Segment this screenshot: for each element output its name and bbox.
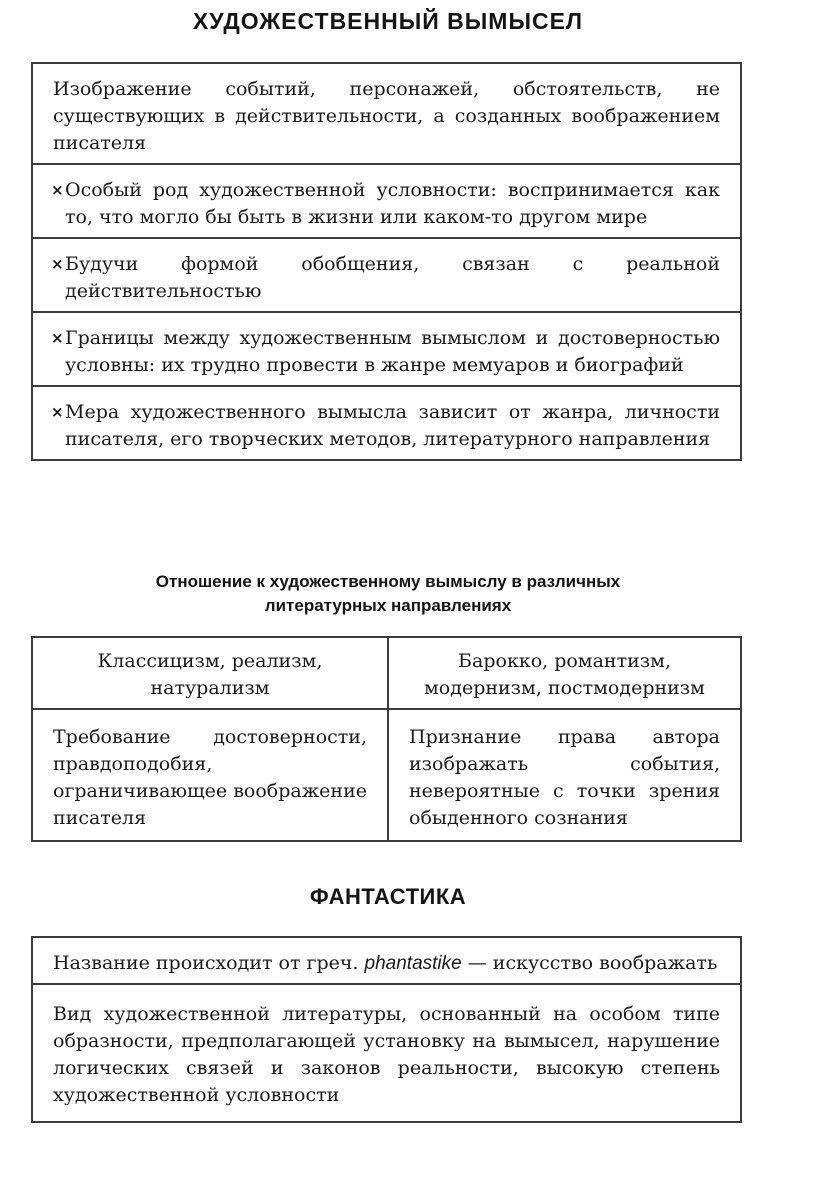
origin-prefix: Название происходит от греч. — [53, 952, 365, 974]
attitude-table — [31, 636, 742, 842]
fiction-bullet-text: Мера художественного вымысла зависит от жанра, личности писателя, его творческих методов, литературного направления — [65, 401, 720, 450]
cross-bullet-icon: × — [51, 329, 64, 347]
fiction-bullet-text: Особый род художественной условности: воспринимается как то, что могло бы быть в жизни или каком-то другом мире — [65, 179, 720, 228]
column-header-line: Барокко, романтизм, — [458, 650, 671, 672]
fiction-bullet-text: Будучи формой обобщения, связан с реальной действительностью — [65, 253, 720, 302]
fiction-box — [31, 62, 742, 461]
origin-suffix: — искусство воображать — [461, 952, 718, 974]
cross-bullet-icon: × — [51, 181, 64, 199]
fiction-bullet-1 — [33, 165, 740, 239]
section-title-attitude — [0, 570, 776, 618]
fiction-bullet-4 — [33, 387, 740, 459]
section-title-fantasy: ФАНТАСТИКА — [309, 884, 467, 909]
cell-baroque-body: Признание права автора изображать события, невероятные с точки зрения обыденного сознания — [409, 726, 720, 829]
attitude-title-line-1: Отношение к художественному вымыслу в различных — [155, 572, 621, 591]
fiction-bullet-3 — [33, 313, 740, 387]
column-header-baroque — [389, 638, 740, 710]
fantasy-definition: Вид художественной литературы, основанный на особом типе образности, предполагающей установку на вымысел, нарушение логических связей и законов реальности, высокую степень художественной условности — [53, 1003, 720, 1106]
cross-bullet-icon: × — [51, 255, 64, 273]
fantasy-origin — [33, 938, 740, 985]
cell-classicism-body: Требование достоверности, правдоподобия, ограничивающее воображение писателя — [33, 710, 389, 840]
fantasy-box — [31, 936, 742, 1123]
fiction-bullet-2 — [33, 239, 740, 313]
section-title-fiction: ХУДОЖЕСТВЕННЫЙ ВЫМЫСЕЛ — [192, 8, 584, 34]
column-header-line: модернизм, постмодернизм — [424, 677, 705, 699]
fiction-definition: Изображение событий, персонажей, обстоятельств, не существующих в действительности, а созданных воображением писателя — [33, 64, 740, 165]
origin-term: phantastike — [364, 953, 462, 974]
attitude-title-line-2: литературных направлениях — [264, 596, 512, 615]
column-header-classicism — [33, 638, 389, 710]
cross-bullet-icon: × — [51, 403, 64, 421]
fiction-bullet-text: Границы между художественным вымыслом и достоверностью условны: их трудно провести в жанре мемуаров и биографий — [65, 327, 720, 376]
column-header-line: Классицизм, реализм, — [97, 650, 323, 672]
column-header-line: натурализм — [150, 677, 270, 699]
